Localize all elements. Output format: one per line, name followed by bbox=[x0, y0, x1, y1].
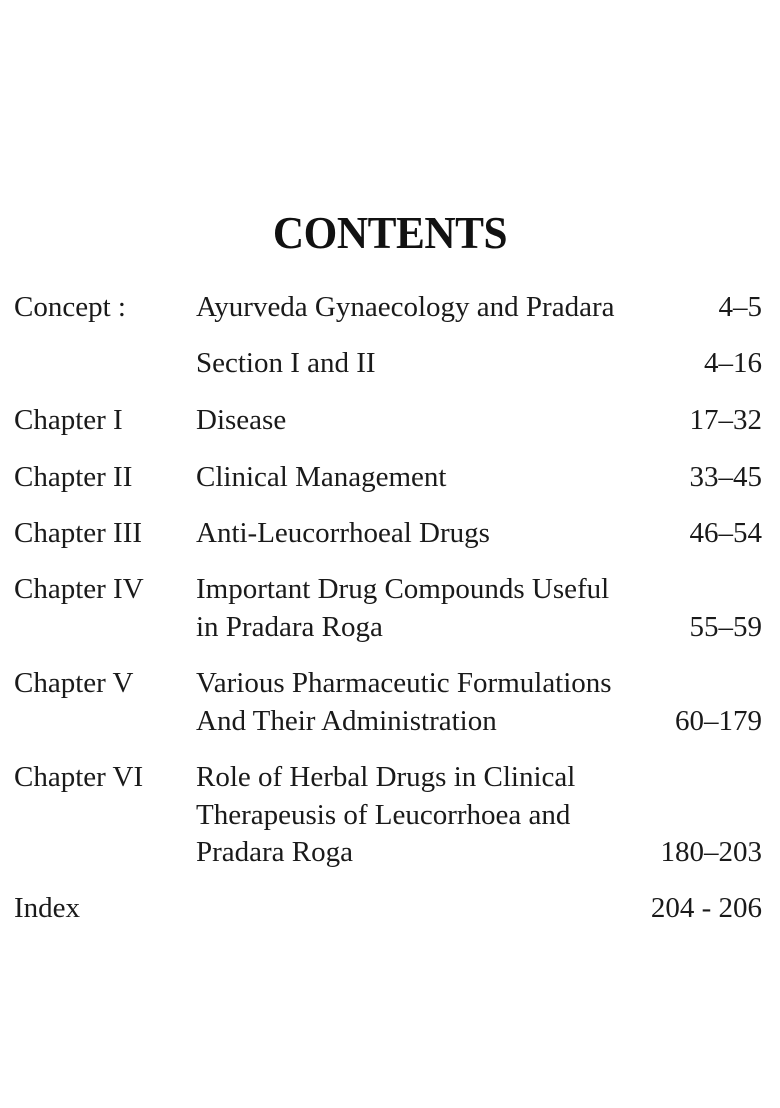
entry-title-line: Section I and II bbox=[196, 347, 376, 379]
entry-title-line: Clinical Management bbox=[196, 461, 447, 493]
entry-label: Chapter I bbox=[14, 404, 123, 436]
entry-title-line: And Their Administration bbox=[196, 704, 497, 737]
entry-pages: 180–203 bbox=[660, 836, 762, 868]
entry-label: Chapter IV bbox=[14, 573, 144, 605]
entry-title-line: Therapeusis of Leucorrhoea and bbox=[196, 798, 571, 831]
entry-title-line: Important Drug Compounds Useful bbox=[196, 573, 610, 605]
entry-title bbox=[196, 665, 612, 740]
entry-title-line: Ayurveda Gynaecology and Pradara bbox=[196, 291, 615, 323]
entry-pages: 46–54 bbox=[689, 517, 762, 549]
entry-pages: 60–179 bbox=[675, 704, 762, 737]
entry-title-line: Pradara Roga bbox=[196, 836, 354, 868]
entry-label: Chapter III bbox=[14, 517, 143, 549]
entry-label: Index bbox=[14, 892, 81, 924]
page-title: CONTENTS bbox=[272, 207, 508, 258]
entry-title bbox=[196, 571, 609, 646]
entry-label: Chapter II bbox=[14, 461, 133, 493]
entry-title-line: Various Pharmaceutic Formulations bbox=[196, 667, 612, 699]
entry-title-line: Disease bbox=[196, 404, 287, 436]
entry-title bbox=[196, 459, 446, 497]
entry-title-line: Role of Herbal Drugs in Clinical bbox=[196, 761, 576, 793]
entry-label: Chapter VI bbox=[14, 761, 144, 793]
entry-title bbox=[196, 759, 575, 872]
entry-pages: 4–16 bbox=[704, 347, 762, 379]
entry-pages: 33–45 bbox=[689, 461, 762, 493]
entry-pages: 17–32 bbox=[689, 404, 762, 436]
entry-title-line: in Pradara Roga bbox=[196, 610, 383, 643]
entry-title bbox=[196, 289, 614, 327]
entry-pages: 204 - 206 bbox=[650, 892, 762, 924]
entry-title-line: Anti-Leucorrhoeal Drugs bbox=[196, 517, 490, 549]
entry-title bbox=[196, 515, 490, 553]
entry-label: Concept : bbox=[14, 291, 126, 323]
entry-title bbox=[196, 345, 376, 383]
entry-pages: 4–5 bbox=[718, 291, 762, 323]
entry-label: Chapter V bbox=[14, 667, 134, 699]
entry-pages: 55–59 bbox=[689, 610, 762, 643]
entry-title bbox=[196, 402, 286, 440]
